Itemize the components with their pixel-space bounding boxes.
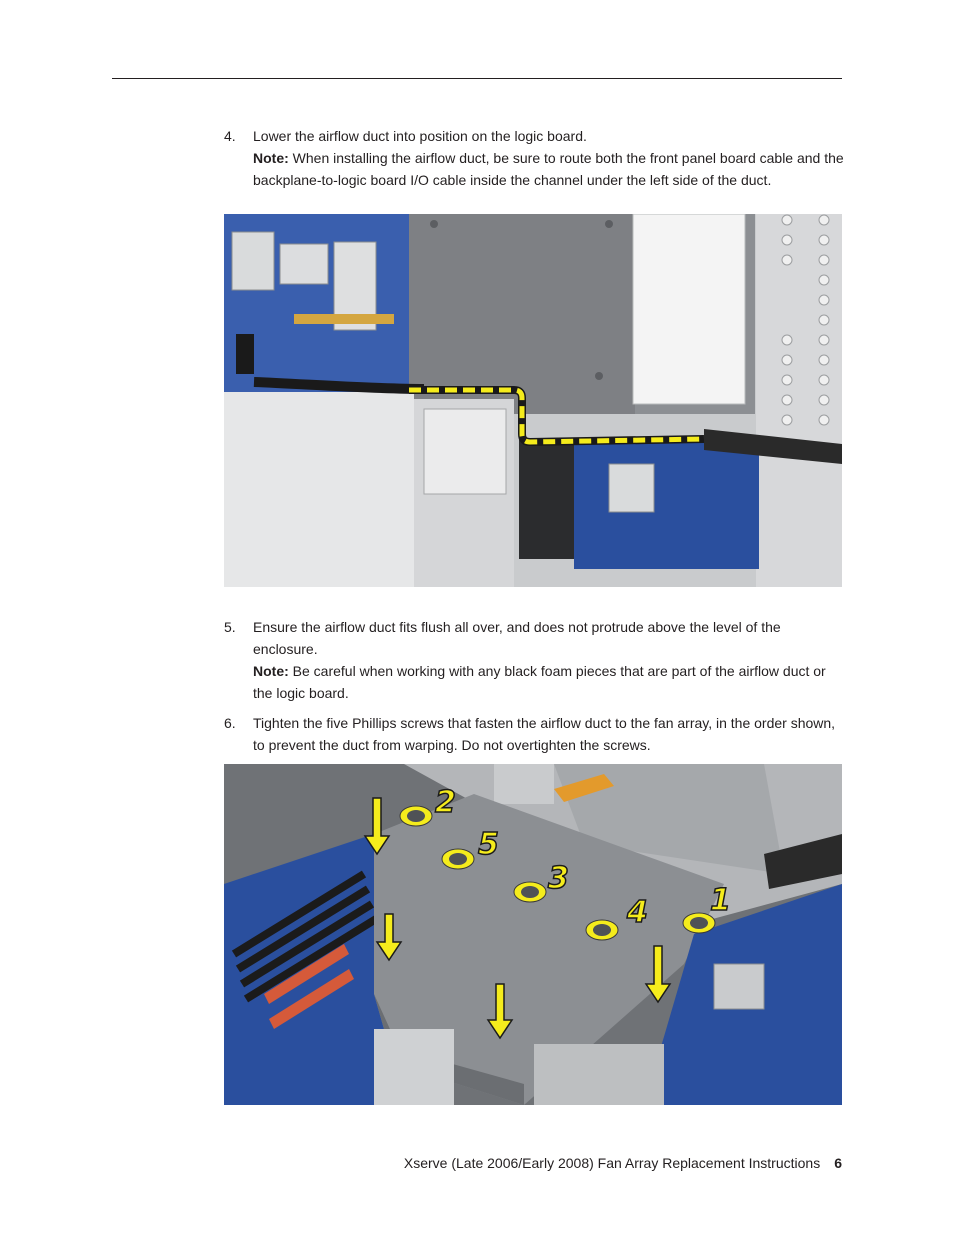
step-note — [253, 660, 844, 704]
step-number: 5. — [224, 619, 236, 635]
duct-installation-illustration — [224, 214, 842, 587]
step-text: Lower the airflow duct into position on the logic board. — [253, 128, 587, 144]
step-number: 6. — [224, 715, 236, 731]
step-4 — [224, 125, 844, 191]
duct-installation-photo — [224, 214, 842, 587]
step-text: Ensure the airflow duct fits flush all over, and does not protrude above the level of the enclosure. — [253, 619, 781, 657]
step-6 — [224, 712, 844, 756]
note-label: Note: — [253, 150, 289, 166]
footer-title: Xserve (Late 2006/Early 2008) Fan Array Replacement Instructions — [403, 1155, 821, 1171]
callout-4: 4 — [627, 895, 648, 930]
callout-2: 2 — [435, 785, 456, 820]
note-text: When installing the airflow duct, be sure to route both the front panel board cable and the backplane-to-logic board I/O cable inside the channel under the left side of the duct. — [253, 150, 844, 188]
screw-order-illustration — [224, 764, 842, 1105]
callout-3: 3 — [548, 861, 569, 896]
step-text: Tighten the five Phillips screws that fasten the airflow duct to the fan array, in the order shown, to prevent the duct from warping. Do not overtighten the screws. — [253, 715, 836, 753]
page-footer — [404, 1153, 842, 1173]
callout-5: 5 — [478, 827, 499, 862]
note-text: Be careful when working with any black foam pieces that are part of the airflow duct or the logic board. — [253, 663, 826, 701]
page-number: 6 — [834, 1155, 842, 1171]
callout-1: 1 — [710, 883, 731, 918]
step-5 — [224, 616, 844, 704]
step-number: 4. — [224, 128, 236, 144]
step-note — [253, 147, 844, 191]
header-rule — [112, 78, 842, 79]
note-label: Note: — [253, 663, 289, 679]
screw-order-photo — [224, 764, 842, 1105]
